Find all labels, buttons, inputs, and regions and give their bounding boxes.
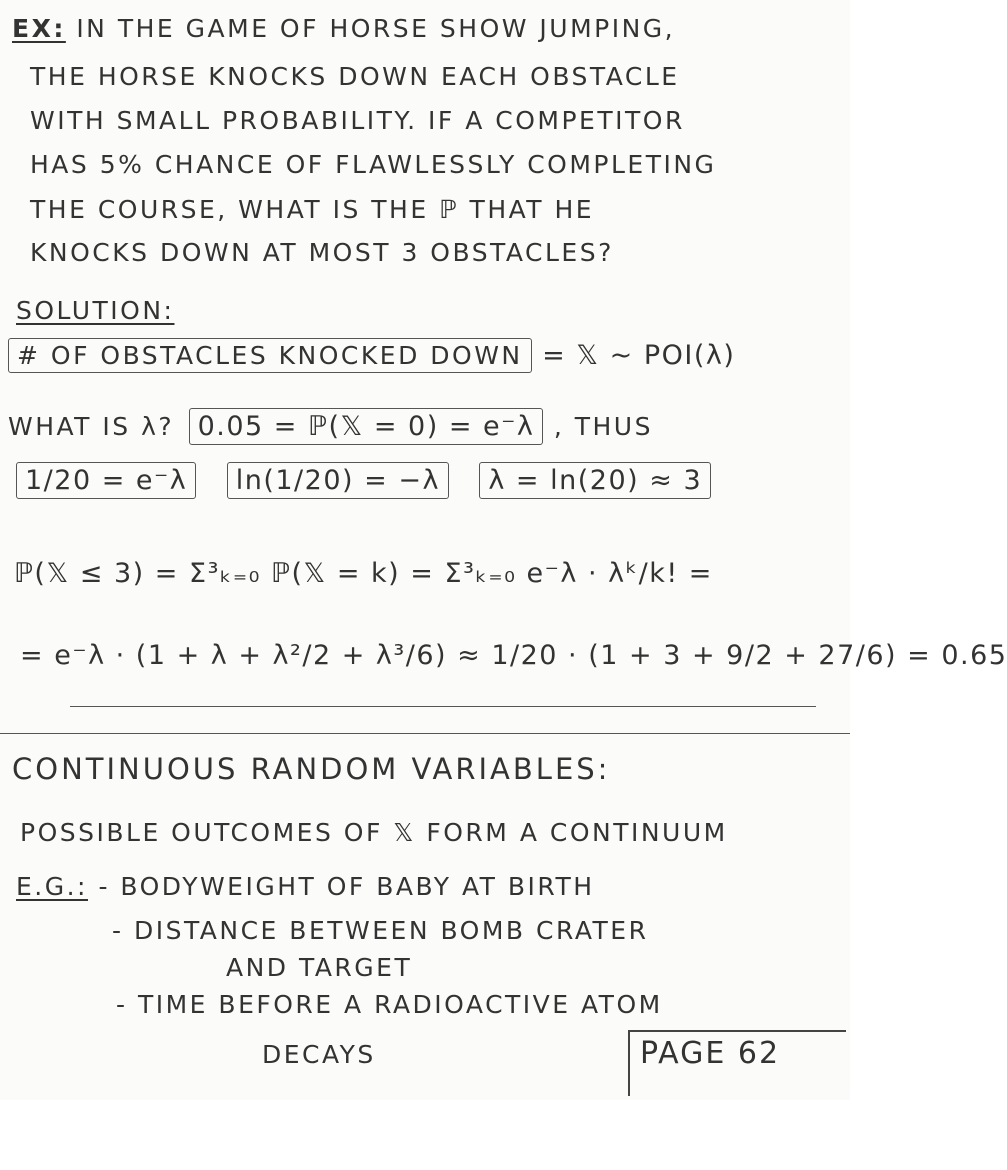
page-number-box <box>628 1030 846 1096</box>
lambda-thus: , THUS <box>553 412 653 441</box>
definition-distribution: = 𝕏 ~ POI(λ) <box>542 340 736 371</box>
continuous-heading: CONTINUOUS RANDOM VARIABLES: <box>12 752 611 786</box>
example-line-2: THE HORSE KNOCKS DOWN EACH OBSTACLE <box>30 62 680 91</box>
definition-box: # OF OBSTACLES KNOCKED DOWN <box>8 338 532 373</box>
divider-upper <box>70 706 816 707</box>
example-time: - TIME BEFORE A RADIOACTIVE ATOM <box>116 990 663 1019</box>
eg-label: E.G.: <box>16 872 88 901</box>
example-bodyweight: - BODYWEIGHT OF BABY AT BIRTH <box>98 872 595 901</box>
lambda-line <box>8 408 653 445</box>
box-lambda-value: λ = ln(20) ≈ 3 <box>479 462 711 499</box>
solution-heading: SOLUTION: <box>16 296 175 325</box>
example-line-4: HAS 5% CHANCE OF FLAWLESSLY COMPLETING <box>30 150 717 179</box>
example-distance-cont: AND TARGET <box>226 953 413 982</box>
example-line-1 <box>12 14 675 43</box>
page-number: PAGE 62 <box>640 1036 781 1071</box>
lambda-question: WHAT IS λ? <box>8 412 175 441</box>
lambda-equation-box: 0.05 = ℙ(𝕏 = 0) = e⁻λ <box>189 408 544 445</box>
scan-margin <box>0 1100 850 1170</box>
result-equation: = e⁻λ · (1 + λ + λ²/2 + λ³/6) ≈ 1/20 · (1 + 3 + 9/2 + 27/6) = 0.65 <box>20 640 1007 671</box>
sum-equation: ℙ(𝕏 ≤ 3) = Σ³ₖ₌₀ ℙ(𝕏 = k) = Σ³ₖ₌₀ e⁻λ · λᵏ/k! = <box>14 558 713 589</box>
box-reciprocal: 1/20 = e⁻λ <box>16 462 196 499</box>
definition-line <box>8 338 735 373</box>
continuous-definition: POSSIBLE OUTCOMES OF 𝕏 FORM A CONTINUUM <box>20 818 728 847</box>
example-distance: - DISTANCE BETWEEN BOMB CRATER <box>112 916 649 945</box>
example-label: EX: <box>12 14 66 43</box>
example-line-6: KNOCKS DOWN AT MOST 3 OBSTACLES? <box>30 238 614 267</box>
divider-lower <box>0 733 850 734</box>
example-line-3: WITH SMALL PROBABILITY. IF A COMPETITOR <box>30 106 685 135</box>
lambda-boxes-line <box>16 462 711 499</box>
example-line-5: THE COURSE, WHAT IS THE ℙ THAT HE <box>30 195 595 224</box>
example-list-line-1 <box>16 872 595 901</box>
example-text-1: IN THE GAME OF HORSE SHOW JUMPING, <box>76 14 676 43</box>
box-log: ln(1/20) = −λ <box>227 462 449 499</box>
example-time-cont: DECAYS <box>262 1040 376 1069</box>
